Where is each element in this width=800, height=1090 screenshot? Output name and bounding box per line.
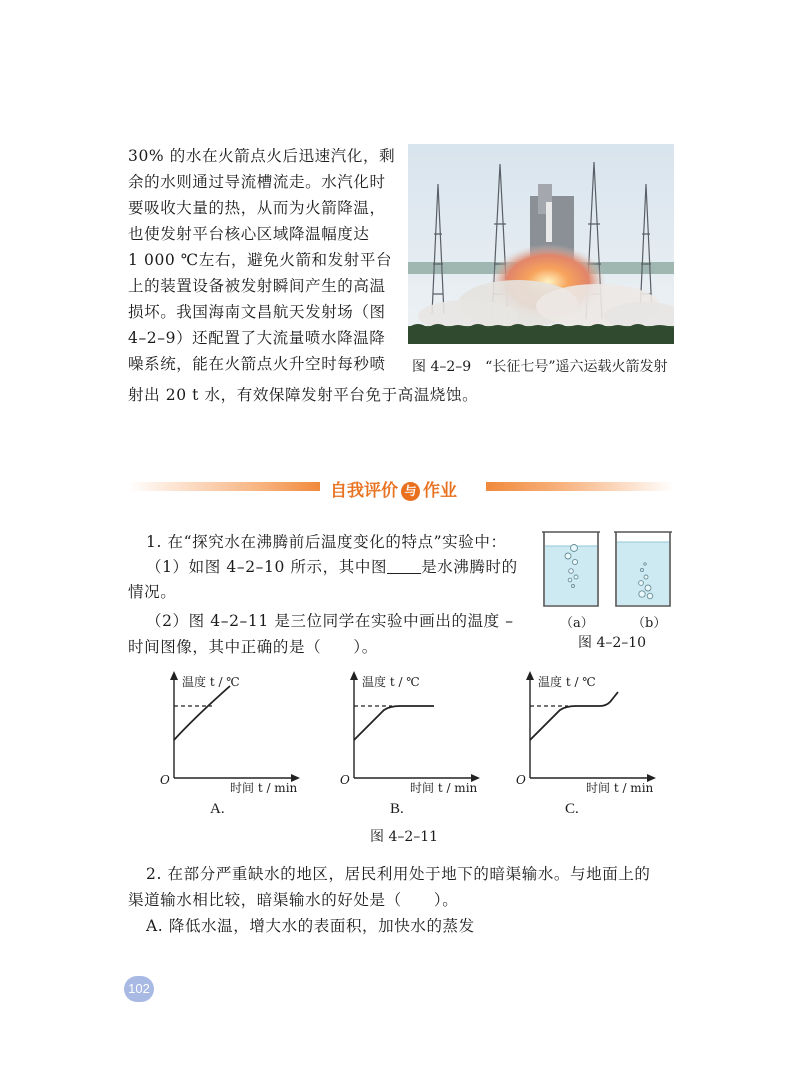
paragraph-line: 要吸收大量的热，从而为火箭降温， [128, 199, 386, 217]
q2-option-a[interactable]: A. 降低水温，增大水的表面积，加快水的蒸发 [146, 917, 475, 935]
beakers-diagram [538, 528, 678, 610]
q1-sub1-text-a: （1）如图 4–2–10 所示，其中图 [146, 558, 388, 576]
q1-sub2: （2）图 4–2–11 是三位同学在实验中画出的温度 – [146, 612, 514, 630]
figure-4-2-9-caption: 图 4–2–9 “长征七号”遥六运载火箭发射 [412, 359, 668, 375]
paragraph-line: 1 000 ℃左右，避免火箭和发射平台 [128, 251, 393, 269]
banner-title-left: 自我评价 [330, 481, 398, 501]
y-axis-label: 温度 t / ℃ [182, 675, 240, 689]
y-axis-label: 温度 t / ℃ [538, 675, 596, 689]
q1-sub1-cont: 情况。 [128, 583, 177, 601]
x-axis-label: 时间 t / min [230, 781, 298, 795]
paragraph-line: 上的装置设备被发射瞬间产生的高温 [128, 277, 386, 295]
paragraph-line: 射出 20 t 水，有效保障发射平台免于高温烧蚀。 [128, 386, 479, 404]
x-axis-label: 时间 t / min [586, 781, 654, 795]
paragraph-line: 损坏。我国海南文昌航天发射场（图 [128, 303, 386, 321]
q1-sub1-text-b: 是水沸腾时的 [421, 558, 518, 576]
page-number-badge: 102 [124, 976, 154, 1002]
q1-sub1 [146, 557, 518, 577]
x-axis-label: 时间 t / min [410, 781, 478, 795]
origin-label: O [516, 773, 526, 787]
banner-badge: 与 [401, 482, 420, 501]
figure-4-2-10-caption: 图 4–2–10 [578, 635, 647, 651]
origin-label: O [340, 773, 350, 787]
paragraph-line: 噪系统，能在火箭点火升空时每秒喷 [128, 355, 386, 373]
choice-a[interactable]: A. [210, 801, 225, 817]
beaker-b-label: （b） [632, 616, 667, 631]
paragraph-line: 余的水则通过导流槽流走。水汽化时 [128, 173, 386, 191]
paragraph-line: 30% 的水在火箭点火后迅速汽化，剩 [128, 147, 396, 165]
paragraph-line: 也使发射平台核心区域降温幅度达 [128, 225, 370, 243]
figure-4-2-11-caption: 图 4–2–11 [370, 829, 439, 845]
banner-left-bar [128, 482, 320, 491]
q1-sub2-cont: 时间图像，其中正确的是（ ）。 [128, 638, 378, 656]
choice-c[interactable]: C. [565, 801, 579, 817]
section-banner-title [330, 476, 457, 501]
paragraph-line: 4–2–9）还配置了大流量喷水降温降 [128, 329, 386, 347]
choice-b[interactable]: B. [390, 801, 404, 817]
origin-label: O [160, 773, 170, 787]
graph-a [150, 668, 310, 802]
q2-line1: 2. 在部分严重缺水的地区，居民利用处于地下的暗渠输水。与地面上的 [146, 865, 651, 883]
banner-right-bar [486, 482, 674, 491]
beaker-a-label: （a） [560, 616, 594, 631]
figure-4-2-10 [538, 528, 678, 614]
graph-c [506, 668, 666, 802]
answer-blank[interactable] [387, 559, 421, 574]
banner-title-right: 作业 [423, 481, 457, 501]
graph-b [330, 668, 490, 802]
q2-line2: 渠道输水相比较，暗渠输水的好处是（ ）。 [128, 891, 459, 909]
q1-stem: 1. 在“探究水在沸腾前后温度变化的特点”实验中： [146, 533, 507, 551]
y-axis-label: 温度 t / ℃ [362, 675, 420, 689]
rocket-launch-photo [408, 144, 674, 344]
